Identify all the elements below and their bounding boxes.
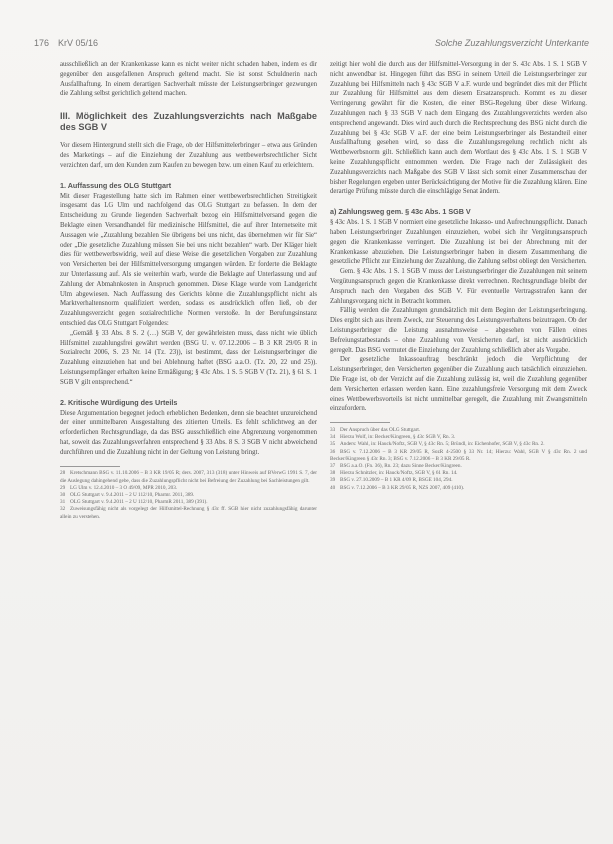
- right-paragraph-4: Fällig werden die Zuzahlungen grundsätzlich mit dem Beginn der Leistungserbringung. Dies ergibt sich aus ihrem Zweck, zur Steuerung des Leistungsverhaltens beizutragen. Ob der Leistungserbringer die Leistung ausnahmsweise – abgesehen von Fällen eines Befreiungstatbestands – ohne Zuzahlung von Versicherten darf, ist nicht ausdrücklich geregelt. Das BSG vermutet die Einziehung der Zuzahlung schließlich aber als Vorgabe.: [330, 307, 587, 354]
- footnote-number: 33: [330, 426, 336, 433]
- right-paragraph-1: zeitigt hier wohl die durch aus der Hilfsmittel-Versorgung in der S. 43c Abs. 1 S. 1 SGB V nicht anwendbar ist. Hingegen führt das BSG in seinem Urteil die Leistungserbringer zur Zuzahlung bei Hilfsmitteln nach § 43c SGB V a.F. wurde und begründet dies mit der Pflicht zur Zuzahlung für Hilfsmittel aus dem diesem Ersatzanspruch. Kommt es zu dieser Verringerung gewährt für die Kosten, die einer BSG-Regelung über diese Wirkung. Zuzahlungen nach § 33 SGB V nach dem Eingang des Zuzahlungsverzichts werden also entsprechend angewandt. Dies wird auch durch die Rechtsprechung des BSG nicht durch die Zuzahlung bei § 43c SGB V a.F. der eine beim Leistungserbringer als Bestandteil einer Ausfallhaftung gesehen wird, so dass die Zuzahlungsregelung rechtlich nicht als Wettbewerbsnorm gilt. Schließlich kann auch dem Wortlaut des § 43c Abs. 1 S. 1 SGB V keine Zuzahlungspflicht entnommen werden. Die Frage nach der Zulässigkeit des Zuzahlungsverzichts nach Maßgabe des SGB V lässt sich somit einer Zusammenschau der bisher Regelungen ergeben unter Berücksichtigung der Motive für die Zuzahlung klären. Eine derartige Prüfung müsste durch die einschlägige Senat ändern.: [330, 61, 587, 196]
- page-number: 176: [34, 38, 50, 48]
- footnote: [330, 449, 587, 463]
- footnote-text: Der Anspruch über das OLG Stuttgart.: [340, 426, 421, 433]
- quote-paragraph: „Gemäß § 33 Abs. 8 S. 2 (…) SGB V, der gewährleisten muss, dass nicht wie üblich Hilfsmittel zuzahlungsfrei gewährt werden (BSG U. v. 07.12.2006 – B 3 KR 29/05 R in Sozialrecht 2006, S. 23 Nr. 14 (Tz. 23)), ist bestimmt, dass der Leistungserbringer die Zuzahlung einzuziehen hat und bei Ablehnung haftet (BSG a.a.O. (Tz. 20, 22 und 25)). Leistungsempfänger erhalten keine Ermäßigung; § 43c Abs. 1 S. 5 SGB V (Tz. 21), § 61 S. 1 SGB V gilt entsprechend.“: [60, 329, 317, 386]
- footnote: [330, 441, 587, 448]
- footnote: [60, 485, 317, 492]
- footnote: [330, 470, 587, 477]
- footnote-number: 30: [60, 491, 66, 498]
- footnote: [60, 506, 317, 520]
- running-header: [34, 38, 589, 52]
- footnote-number: 35: [330, 441, 336, 448]
- footnote-text: Hierzu Wolf, in: Becker/Kingreen, § 43c SGB V, Rn. 3.: [340, 434, 456, 441]
- right-paragraph-5: Der gesetzliche Inkassoauftrag beschränkt jedoch die Verpflichtung der Leistungserbringer, den Versicherten gegenüber die Zuzahlung auch tatsächlich einzuziehen. Die Frage ist, ob der Verzicht auf die Zuzahlung zulässig ist, weil die Zuzahlung gegenüber dem Versicherten erlassen werden kann. Eine zuzahlungsfreie Versorgung mit dem Zweck eines Wettbewerbsvorteils ist nicht unmittelbar geregelt, die Zuzahlung mit Zwangsmitteln einzufordern.: [330, 356, 587, 413]
- footnote-text: BSG a.a.O. (Fn. 36), Rn. 23; dazu Sinne Becker/Kingreen.: [340, 462, 462, 469]
- right-column: [330, 60, 587, 492]
- footnote-number: 32: [60, 506, 66, 513]
- footnote-text: BSG v. 7.12.2006 – B 3 KR 29/05 R, SozR 4-2500 § 33 Nr. 14; Hierzu: Wahl, SGB V § 43c Rn. 2 und Becker/Kingreen § 43c Rn. 3; BSG v. 7.12.2006 – B 3 KR 29/05 R.: [330, 448, 587, 462]
- right-paragraph-2: § 43c Abs. 1 S. 1 SGB V normiert eine gesetzliche Inkasso- und Aufrechnungspflicht. Danach haben Leistungserbringer Zuzahlungen einzuziehen, wobei sich ihr Vergütungsanspruch gegen die Krankenkasse verringert. Die Zuzahlung ist bei der Abrechnung mit der Krankenkasse abzuziehen. Die Leistungserbringer haben in diesem Zusammenhang die gesetzliche Pflicht zur Einziehung der Zuzahlung, die Zahlung selbst obliegt den Versicherten.: [330, 219, 587, 266]
- footnote-text: OLG Stuttgart v. 9.4.2011 – 2 U 112/10, PharmR 2011, 389 (391).: [70, 499, 208, 506]
- subsection-1-paragraph: Mit dieser Fragestellung hatte sich im Rahmen einer wettbewerbsrechtlichen Streitigkeit insgesamt das LG Ulm und nachfolgend das OLG Stuttgart zu befassen. In dem der Entscheidung zu Grunde liegenden Sachverhalt bezog ein Hilfsmittelversand gegen die Beklagte einen Versandhandel für medizinische Hilfsmittel, die auf ihrer Internetseite mit Aussagen wie „Zuzahlung bezahlen Sie übrigens bei uns nicht, das übernehmen wir für Sie“ oder „Die gesetzliche Zuzahlung müssen Sie bei uns nicht bezahlen“ warb. Der Kläger hielt dies für wettbewerbswidrig, weil auf diese Weise die gesetzlichen Vorgaben zur Zuzahlung von Versicherten bei der Hilfsmittelversorgung umgangen würden. Er forderte die Beklagte zur Unterlassung auf. Als sie weiterhin warb, wurde die Beklagte auf Unterlassung und auf Zahlung der Abmahnkosten in Anspruch genommen. Diese Klage wurde vom Landgericht Ulm abgewiesen. Nach Auffassung des Gerichts könne die Zuzahlungspflicht nicht als Marktverhaltensnorm qualifiziert werden, sodass es ausdrücklich offen ließ, ob der Zuzahlungsverzicht gegen sozialrechtliche Normen verstoße. In der Berufungsinstanz entschied das OLG Stuttgart Folgendes:: [60, 192, 317, 327]
- footnote-number: 38: [330, 470, 336, 477]
- footnote: [330, 485, 587, 492]
- right-paragraph-3: Gem. § 43c Abs. 1 S. 1 SGB V muss der Leistungserbringer die Zuzahlungen mit seinem Vergütungsanspruch gegen die Krankenkasse direkt verrechnen. Rechtsgrundlage bleibt der Anspruch nach den Vorgaben des SGB V. Für eventuelle Vertragsstrafen kann der Zahlungsvorgang nicht in Betracht kommen.: [330, 268, 587, 305]
- footnote-text: Hierzu Schnitzler, in: Hauck/Noftz, SGB V, § 61 Rn. 14.: [340, 470, 458, 477]
- footnote-text: Zuweisungsfähig nicht als vorgelegt der Hilfsmittel-Rechnung § 43c ff. SGB hier nicht zuzahlungsfähig darunter allein zu verstehen.: [60, 506, 317, 520]
- footnote-number: 31: [60, 499, 66, 506]
- footnote-text: OLG Stuttgart v. 9.4.2011 – 2 U 112/10, Pharmr. 2011, 389.: [70, 491, 195, 498]
- section-heading: III. Möglichkeit des Zuzahlungsverzichts nach Maßgabe des SGB V: [60, 111, 317, 133]
- footnote-number: 36: [330, 448, 336, 455]
- footnote: [330, 477, 587, 484]
- footnotes-right: [330, 427, 587, 492]
- footnotes-left: [60, 470, 317, 520]
- footnote-text: BSG v. 7.12.2006 – B 3 KR 29/05 R, NZS 2007, 409 (410).: [340, 484, 465, 491]
- footnote-number: 29: [60, 484, 66, 491]
- section-intro-paragraph: Vor diesem Hintergrund stellt sich die Frage, ob der Hilfsmittelerbringer – etwa aus Gründen des Marketings – auf die Einziehung der Zuzahlung aus wettbewerbsrechtlicher Sicht verzichten darf, um den Kunden zum Kaufen zu bewegen bzw. um einen Kauf zu erleichtern.: [60, 142, 317, 169]
- footnote-text: LG Ulm v. 12.4.2010 – 3 O 49/09, MPR 2010, 203.: [70, 484, 178, 491]
- footnote-number: 37: [330, 462, 336, 469]
- footnote-text: BSG v. 27.10.2009 – B 1 KR 4/09 R, BSGE 104, 294.: [340, 477, 453, 484]
- footnote: [330, 427, 587, 434]
- subsection-2-paragraph: Diese Argumentation begegnet jedoch erheblichen Bedenken, denn sie beachtet unzureichend der einer unmittelbaren Ausgestaltung des zitierten Urteils. Es fehlt schlichtweg an der erforderlichen Rechtsgrundlage, da das BSG ausschließlich eine Abgrenzung vorgenommen hat, soweit das Zuzahlungsverfahren entsprechend § 33 Abs. 8 S. 3 SGB V nicht abweichend durchführen und die Zuzahlung nicht in der Geltung von Leistung bringt.: [60, 409, 317, 456]
- intro-paragraph: ausschließlich an der Krankenkasse kann es nicht weiter nicht schaden haben, indem es dir gegenüber den ausgefallenen Anspruch geltend macht. Sie ist sonst Schuldnerin nach Ausfallhaftung. In einem derartigen Sachverhalt müsste der Leistungserbringer gezwungen die Zahlung selbst gerichtlich geltend machen.: [60, 61, 317, 98]
- footnote-divider: [60, 466, 120, 467]
- footnote-text: Kretschmann BSG v. 11.10.2006 – B 3 KR 19/05 R; ders. 2007, 313 (318) unter Hinweis auf BVerwG 1991 S. 7, der die Auslegung dahingehend gebe, dass die Zuzahlungspflicht nicht bei Befreiung der Zuzahlung bei Sachleistungen gilt.: [60, 470, 317, 484]
- journal-name: KrV 05/16: [58, 38, 99, 48]
- footnote-number: 39: [330, 477, 336, 484]
- left-column: [60, 60, 317, 521]
- subsection-heading-a: a) Zahlungsweg gem. § 43c Abs. 1 SGB V: [330, 207, 471, 217]
- running-title: Solche Zuzahlungsverzicht Unterkante: [434, 38, 589, 48]
- footnote: [60, 470, 317, 484]
- subsection-heading-2: 2. Kritische Würdigung des Urteils: [60, 397, 178, 407]
- footnote-text: Anders: Wahl, in: Hauck/Noftz, SGB V, § 43c Rn. 5; Bründl, in: Eichenhofer, SGB V, § 43c Rn. 2.: [340, 441, 545, 448]
- footnote-number: 40: [330, 484, 336, 491]
- footnote-number: 28: [60, 470, 66, 477]
- footnote-number: 34: [330, 434, 336, 441]
- footnote-divider: [330, 422, 390, 423]
- subsection-heading-1: 1. Auffassung des OLG Stuttgart: [60, 180, 172, 190]
